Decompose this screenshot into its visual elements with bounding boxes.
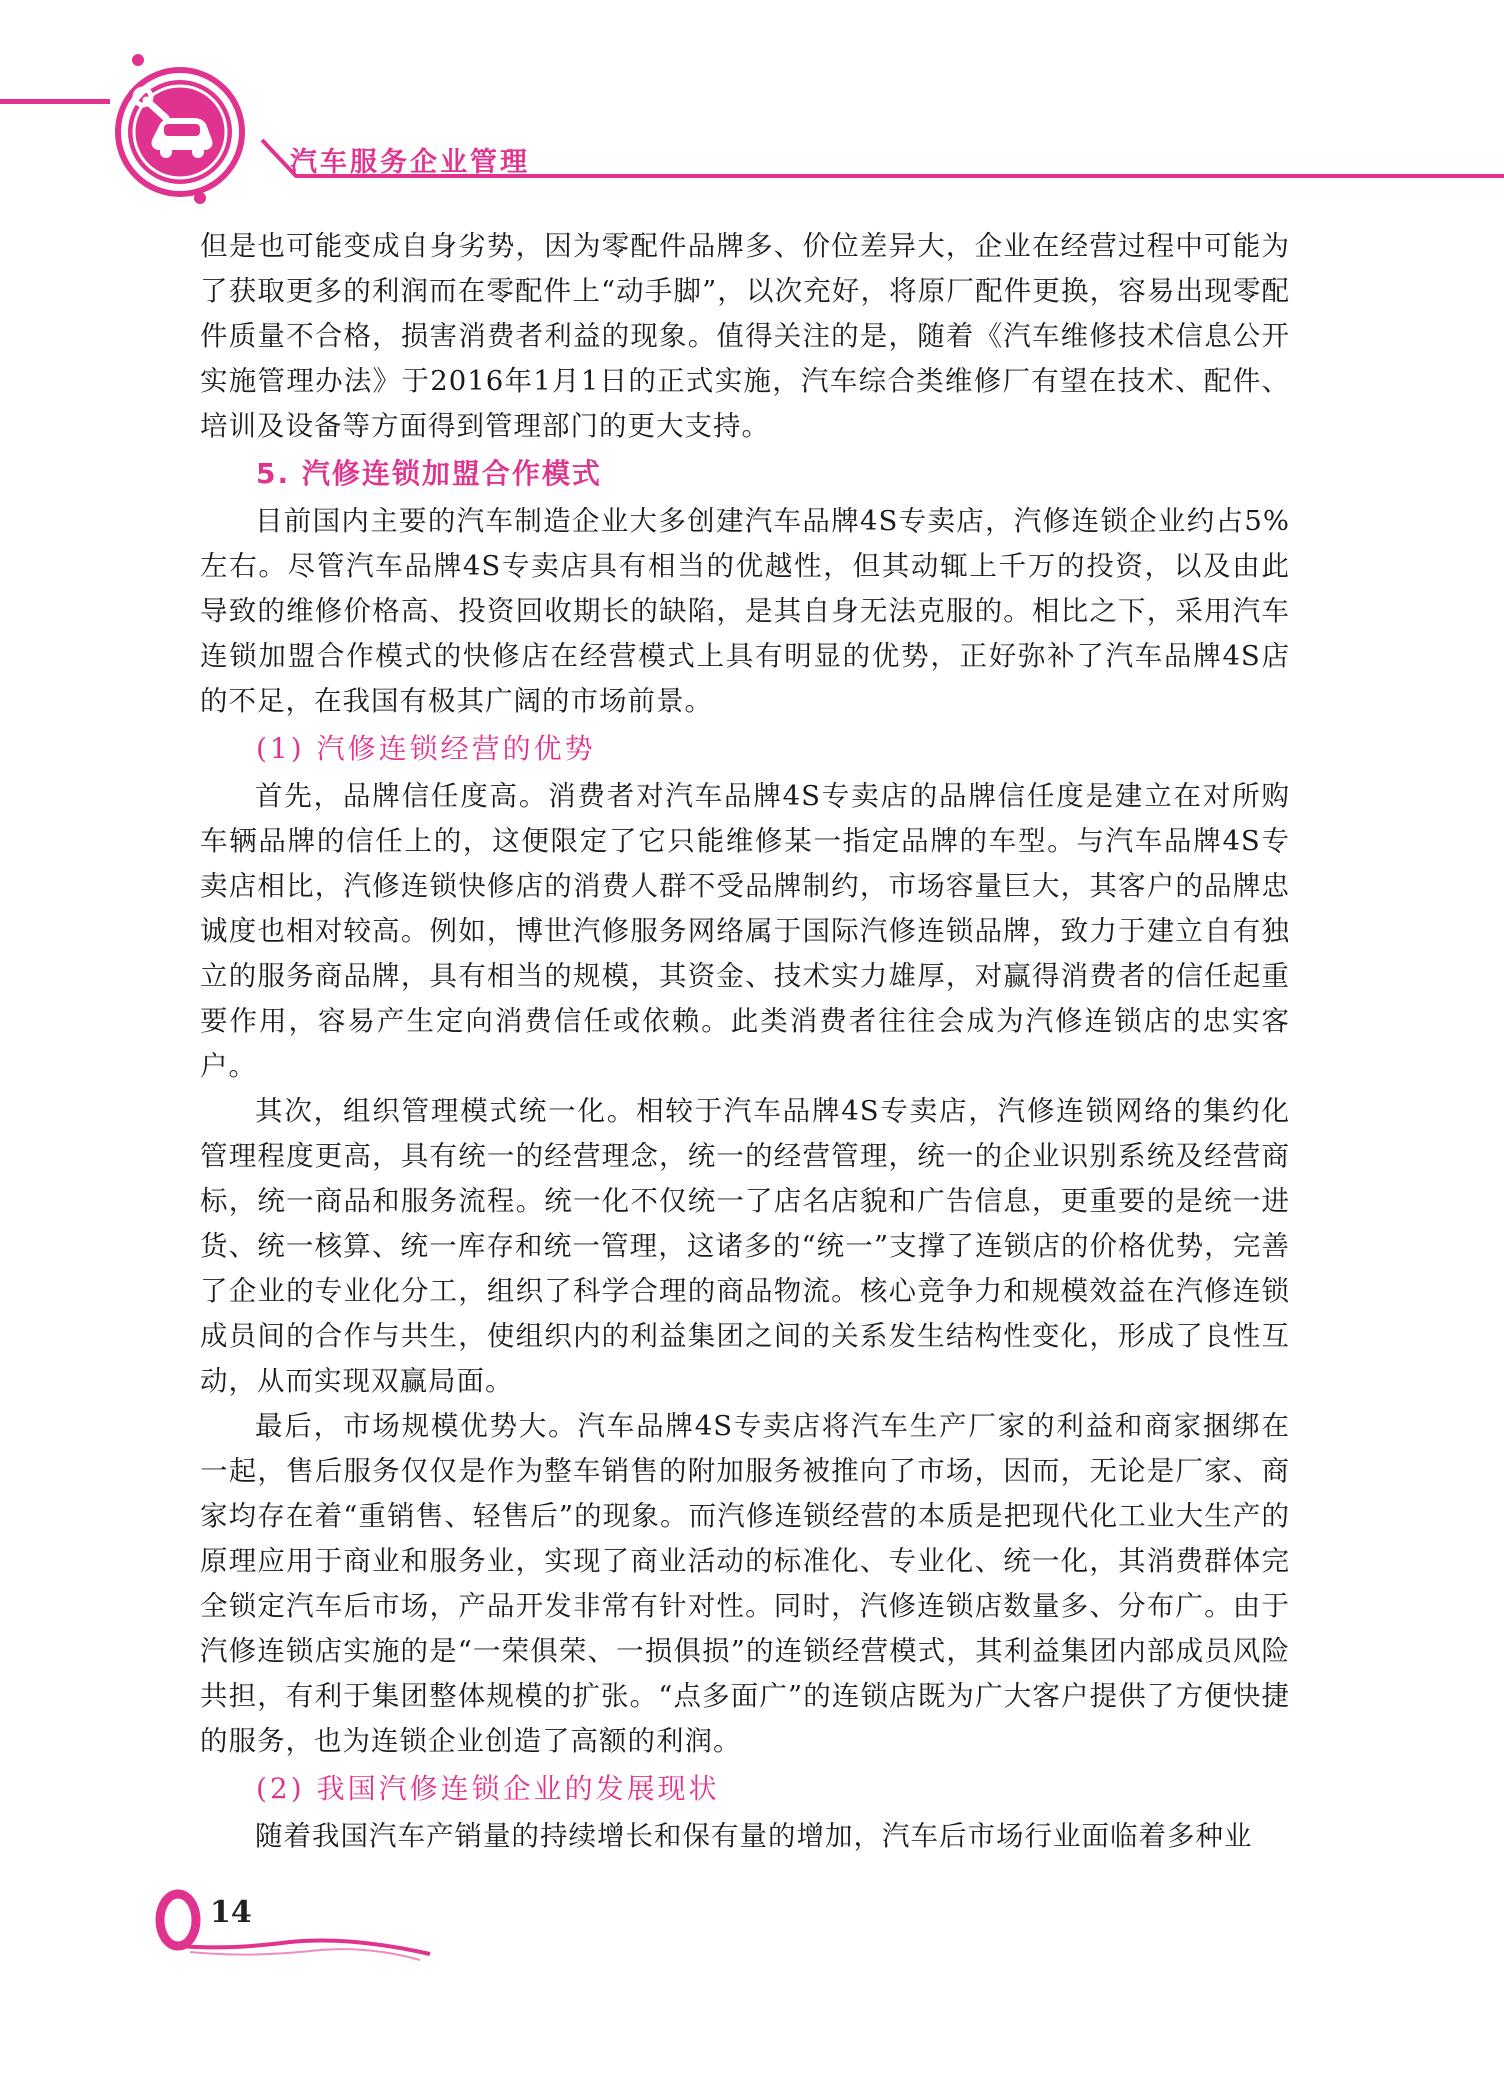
subsection-heading: (2) 我国汽修连锁企业的发展现状 bbox=[256, 1772, 720, 1805]
subsection-heading: (1) 汽修连锁经营的优势 bbox=[256, 732, 596, 765]
car-wrench-icon bbox=[118, 54, 242, 204]
swirl-decoration-icon bbox=[150, 1880, 450, 1970]
page-header bbox=[0, 0, 1504, 220]
main-content bbox=[200, 224, 1290, 1859]
page-footer bbox=[150, 1880, 450, 1970]
page-number: 14 bbox=[210, 1895, 252, 1930]
paragraph: 首先，品牌信任度高。消费者对汽车品牌4S专卖店的品牌信任度是建立在对所购车辆品牌的信任上的，这便限定了它只能维修某一指定品牌的车型。与汽车品牌4S专卖店相比，汽修连锁快修店的消费人群不受品牌制约，市场容量巨大，其客户的品牌忠诚度也相对较高。例如，博世汽修服务网络属于国际汽修连锁品牌，致力于建立自有独立的服务商品牌，具有相当的规模，其资金、技术实力雄厚，对赢得消费者的信任起重要作用，容易产生定向消费信任或依赖。此类消费者往往会成为汽修连锁店的忠实客户。 bbox=[200, 780, 1290, 1082]
paragraph: 但是也可能变成自身劣势，因为零配件品牌多、价位差异大，企业在经营过程中可能为了获取更多的利润而在零配件上“动手脚”，以次充好，将原厂配件更换，容易出现零配件质量不合格，损害消费者利益的现象。值得关注的是，随着《汽车维修技术信息公开实施管理办法》于2016年1月1日的正式实施，汽车综合类维修厂有望在技术、配件、培训及设备等方面得到管理部门的更大支持。 bbox=[200, 230, 1290, 442]
running-title: 汽车服务企业管理 bbox=[290, 147, 530, 178]
section-heading: 5. 汽修连锁加盟合作模式 bbox=[256, 457, 602, 490]
paragraph: 目前国内主要的汽车制造企业大多创建汽车品牌4S专卖店，汽修连锁企业约占5%左右。尽管汽车品牌4S专卖店具有相当的优越性，但其动辄上千万的投资，以及由此导致的维修价格高、投资回收期长的缺陷，是其自身无法克服的。相比之下，采用汽车连锁加盟合作模式的快修店在经营模式上具有明显的优势，正好弥补了汽车品牌4S店的不足，在我国有极其广阔的市场前景。 bbox=[200, 505, 1290, 717]
header-decoration bbox=[0, 0, 1504, 220]
paragraph: 最后，市场规模优势大。汽车品牌4S专卖店将汽车生产厂家的利益和商家捆绑在一起，售后服务仅仅是作为整车销售的附加服务被推向了市场，因而，无论是厂家、商家均存在着“重销售、轻售后”的现象。而汽修连锁经营的本质是把现代化工业大生产的原理应用于商业和服务业，实现了商业活动的标准化、专业化、统一化，其消费群体完全锁定汽车后市场，产品开发非常有针对性。同时，汽修连锁店数量多、分布广。由于汽修连锁店实施的是“一荣俱荣、一损俱损”的连锁经营模式，其利益集团内部成员风险共担，有利于集团整体规模的扩张。“点多面广”的连锁店既为广大客户提供了方便快捷的服务，也为连锁企业创造了高额的利润。 bbox=[200, 1410, 1290, 1757]
paragraph: 其次，组织管理模式统一化。相较于汽车品牌4S专卖店，汽修连锁网络的集约化管理程度更高，具有统一的经营理念，统一的经营管理，统一的企业识别系统及经营商标，统一商品和服务流程。统一化不仅统一了店名店貌和广告信息，更重要的是统一进货、统一核算、统一库存和统一管理，这诸多的“统一”支撑了连锁店的价格优势，完善了企业的专业化分工，组织了科学合理的商品物流。核心竞争力和规模效益在汽修连锁成员间的合作与共生，使组织内的利益集团之间的关系发生结构性变化，形成了良性互动，从而实现双赢局面。 bbox=[200, 1095, 1290, 1397]
paragraph: 随着我国汽车产销量的持续增长和保有量的增加，汽车后市场行业面临着多种业 bbox=[255, 1820, 1253, 1852]
